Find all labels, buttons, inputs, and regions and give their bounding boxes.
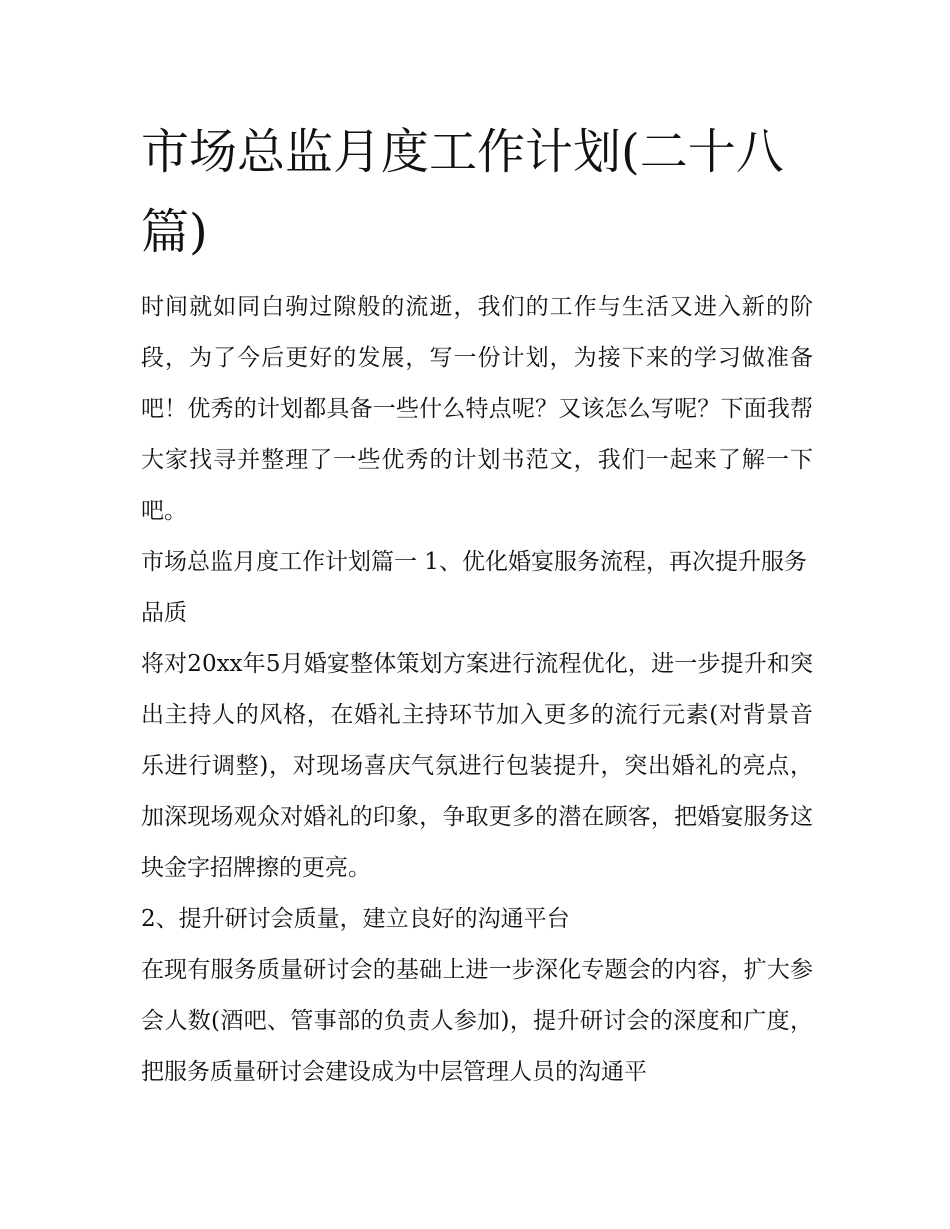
section-2-body: 在现有服务质量研讨会的基础上进一步深化专题会的内容，扩大参会人数(酒吧、管事部的负责人参加)，提升研讨会的深度和广度，把服务质量研讨会建设成为中层管理人员的沟通平 [141,957,813,1085]
document-title: 市场总监月度工作计划(二十八篇) [141,124,784,260]
intro-paragraph: 时间就如同白驹过隙般的流逝，我们的工作与生活又进入新的阶段，为了今后更好的发展，写一份计划，为接下来的学习做准备吧！优秀的计划都具备一些什么特点呢？又该怎么写呢？下面我帮大家找寻并整理了一些优秀的计划书范文，我们一起来了解一下吧。 [141,294,813,524]
document-content [141,112,813,1098]
section-1-body: 将对20xx年5月婚宴整体策划方案进行流程优化，进一步提升和突出主持人的风格，在婚礼主持环节加入更多的流行元素(对背景音乐进行调整)，对现场喜庆气氛进行包装提升，突出婚礼的亮点，加深现场观众对婚礼的印象，争取更多的潜在顾客，把婚宴服务这块金字招牌擦的更亮。 [141,651,813,881]
section-1-heading: 市场总监月度工作计划篇一 1、优化婚宴服务流程，再次提升服务品质 [141,549,807,626]
section-2-heading: 2、提升研讨会质量，建立良好的沟通平台 [141,906,570,932]
